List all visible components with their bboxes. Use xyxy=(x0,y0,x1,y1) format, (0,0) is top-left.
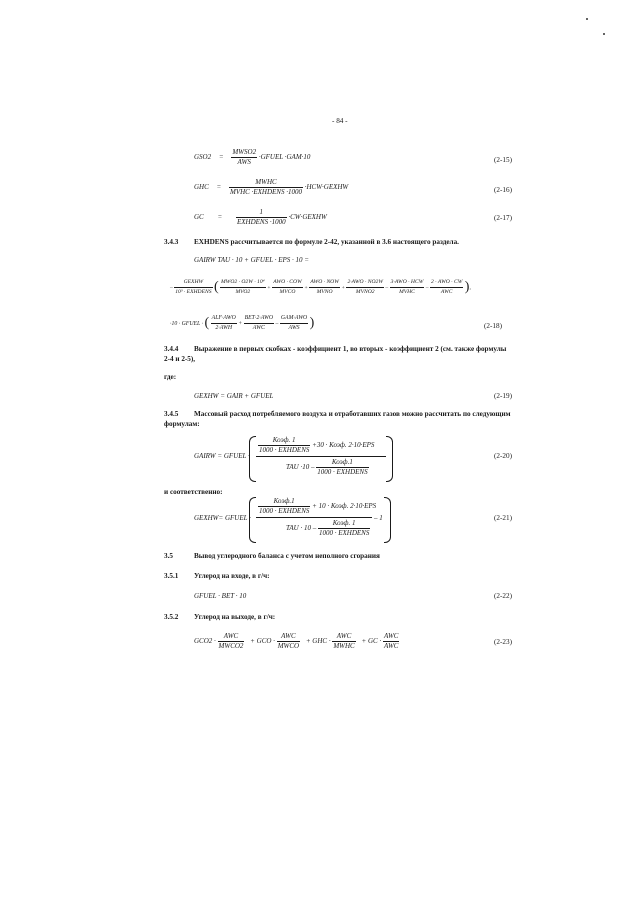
denominator: AWS xyxy=(237,158,251,166)
where-label: где: xyxy=(164,373,177,381)
equation-2-16 xyxy=(194,178,348,197)
section-3-4-5-text-cont: формулам: xyxy=(164,420,200,428)
denominator: EXHDENS ·1000 xyxy=(236,218,286,226)
fraction xyxy=(390,278,425,297)
eq-tail: ·GFUEL ·GAM·10 xyxy=(258,153,311,162)
equation-2-21-denominator xyxy=(286,519,370,538)
equation-number: (2-17) xyxy=(494,214,512,222)
equation-2-20-denominator xyxy=(286,458,369,477)
eq-lhs: GHC xyxy=(194,183,209,192)
eq-term: + GCO · xyxy=(250,637,275,646)
section-3-4-5-text: Массовый расход потребляемого воздуха и отработавших газов можно рассчитать по следующим xyxy=(194,410,511,418)
eq-tail: ·HCW·GEXHW xyxy=(304,183,349,192)
main-fraction-bar xyxy=(256,517,372,518)
fraction xyxy=(220,278,266,297)
denominator: MWCO xyxy=(277,642,300,650)
fraction xyxy=(231,148,257,167)
eq-tail: ·CW·GEXHW xyxy=(288,213,327,222)
numerator: Коэф. 1 xyxy=(318,519,370,529)
eq-lead: ·10 · GFUEL · xyxy=(170,320,204,327)
section-3-4-4-number: 3.4.4 xyxy=(164,345,179,353)
fraction xyxy=(244,314,274,333)
eq-tail: , xyxy=(469,284,471,291)
denominator: 1000 · EXHDENS xyxy=(259,507,310,515)
denominator: 1000 · EXHDENS xyxy=(318,529,370,537)
eq-term: + GC · xyxy=(361,637,382,646)
section-3-5-2-number: 3.5.2 xyxy=(164,613,179,621)
eq-op: = xyxy=(217,213,223,222)
numerator: MWO2 · O2W · 10⁴ xyxy=(220,278,266,288)
denominator: 10³ · EXHDENS xyxy=(175,289,212,295)
section-3-5-2-text: Углерод на выходе, в г/ч: xyxy=(194,613,276,621)
numerator: AWC xyxy=(218,632,245,642)
fraction xyxy=(258,436,310,455)
eq-term: GCO2 · xyxy=(194,637,216,646)
eq-op: = xyxy=(218,153,224,162)
section-3-4-5-number: 3.4.5 xyxy=(164,410,179,418)
page-number: - 84 - xyxy=(332,117,348,125)
fraction xyxy=(309,278,340,297)
fraction xyxy=(211,314,237,333)
equation-2-20-lhs: GAIRW = GFUEL · xyxy=(194,452,250,460)
denominator: AWS xyxy=(288,325,300,331)
denominator: MWCO2 xyxy=(218,642,244,650)
eq-op: + xyxy=(267,284,271,291)
fraction xyxy=(280,314,308,333)
eq-op: + xyxy=(341,284,346,291)
section-3-5-number: 3.5 xyxy=(164,552,173,560)
numerator: AWC xyxy=(277,632,300,642)
numerator: 3·AWO · HCW xyxy=(390,278,425,288)
numerator: Коэф.1 xyxy=(258,497,310,507)
fraction xyxy=(258,497,310,516)
numerator: GAM·AWO xyxy=(280,314,308,324)
numerator: MWSO2 xyxy=(232,148,257,156)
fraction xyxy=(430,278,463,297)
fraction xyxy=(218,632,245,651)
numerator: 1 xyxy=(236,208,287,218)
numerator: AWO · COW xyxy=(272,278,303,288)
equation-2-18-line3 xyxy=(170,314,314,333)
eq-op: – xyxy=(275,320,279,327)
fraction xyxy=(318,519,370,538)
denominator: 1000 · EXHDENS xyxy=(317,468,368,476)
numerator: MWHC xyxy=(229,178,303,188)
equation-number: (2-23) xyxy=(494,638,512,646)
equation-number: (2-21) xyxy=(494,514,512,522)
denominator: 1000 · EXHDENS xyxy=(259,446,310,454)
equation-2-15 xyxy=(194,148,310,167)
equation-2-19: GEXHW = GAIR + GFUEL xyxy=(194,392,274,400)
equation-number: (2-20) xyxy=(494,452,512,460)
fraction xyxy=(332,632,355,651)
equation-number: (2-18) xyxy=(484,322,502,330)
eq-lead: TAU ·10 – xyxy=(286,463,315,472)
right-paren xyxy=(384,497,391,543)
numerator: Коэф. 1 xyxy=(258,436,310,446)
denominator: AWC xyxy=(252,325,265,331)
main-fraction-bar xyxy=(256,456,386,457)
equation-2-21-numerator xyxy=(258,497,376,516)
numerator: 2·AWO · NO2W xyxy=(346,278,384,288)
left-paren xyxy=(249,497,256,543)
denominator: MVO2 xyxy=(235,289,251,295)
fraction xyxy=(316,458,368,477)
equation-number: (2-15) xyxy=(494,156,512,164)
equation-2-23 xyxy=(194,632,399,651)
denominator: MVHC ·EXHDENS ·1000 xyxy=(230,188,302,196)
section-3-4-4-text-cont: 2-4 и 2-5), xyxy=(164,355,196,363)
numerator: 2 · AWO · CW xyxy=(430,278,463,288)
numerator: GEXHW xyxy=(174,278,212,288)
left-paren: ( xyxy=(204,315,210,331)
eq-lhs: GSO2 xyxy=(194,153,212,162)
denominator: AWC xyxy=(383,642,399,650)
denominator: 2·AWH xyxy=(215,325,233,331)
eq-op: = xyxy=(216,183,222,192)
equation-2-21-lhs: GEXHW= GFUEL · xyxy=(194,514,251,522)
eq-op: + xyxy=(304,284,308,291)
left-paren xyxy=(249,436,256,482)
fraction xyxy=(236,208,287,227)
eq-tail: + 10 · Коэф. 2·10·EPS xyxy=(312,502,377,511)
denominator: MVHC xyxy=(399,289,415,295)
fraction xyxy=(174,278,212,297)
numerator: ALF·AWO xyxy=(211,314,237,324)
equation-2-20-numerator xyxy=(258,436,374,455)
section-3-4-4-text: Выражение в первых скобках - коэффициент 1, во вторых - коэффициент 2 (см. также формулы xyxy=(194,345,507,353)
right-paren: ) xyxy=(309,315,315,331)
eq-op: – xyxy=(425,284,429,291)
numerator: BET·2·AWO xyxy=(244,314,274,324)
eq-term: + GHC · xyxy=(305,637,331,646)
and-respectively: и соответственно: xyxy=(164,488,223,496)
fraction xyxy=(229,178,303,197)
equation-number: (2-16) xyxy=(494,186,512,194)
fraction xyxy=(277,632,300,651)
equation-2-18-line1: GAIRW TAU · 10 + GFUEL · EPS · 10 = xyxy=(194,256,310,264)
equation-2-22: GFUEL · BET · 10 xyxy=(194,592,247,600)
numerator: AWC xyxy=(332,632,355,642)
scan-speck xyxy=(603,33,605,35)
section-3-5-heading: Вывод углеродного баланса с учетом неполного сгорания xyxy=(194,552,380,560)
section-3-5-1-number: 3.5.1 xyxy=(164,572,179,580)
eq-op: + xyxy=(238,320,243,327)
fraction xyxy=(383,632,400,651)
denominator: MVNO xyxy=(316,289,333,295)
section-3-5-1-text: Углерод на входе, в г/ч: xyxy=(194,572,270,580)
eq-lhs: GC xyxy=(194,213,204,222)
eq-op: – xyxy=(170,284,173,291)
scan-speck xyxy=(586,18,588,20)
numerator: AWO · NOW xyxy=(309,278,340,288)
equation-number: (2-22) xyxy=(494,592,512,600)
equation-2-18-line2 xyxy=(170,278,471,297)
right-paren: ) xyxy=(464,279,470,295)
denominator: MVCO xyxy=(279,289,296,295)
fraction xyxy=(346,278,384,297)
fraction xyxy=(272,278,303,297)
left-paren: ( xyxy=(213,279,219,295)
denominator: AWC xyxy=(440,289,453,295)
denominator: MWHC xyxy=(333,642,355,650)
equation-number: (2-19) xyxy=(494,392,512,400)
section-3-4-3-text: EXHDENS рассчитывается по формуле 2-42, указанной в 3.6 настоящего раздела. xyxy=(194,238,459,246)
equation-2-21-minus-one: – 1 xyxy=(374,514,383,522)
eq-tail: +30 · Коэф. 2·10·EPS xyxy=(312,441,375,450)
eq-op: – xyxy=(385,284,389,291)
section-3-4-3-number: 3.4.3 xyxy=(164,238,179,246)
denominator: MVNO2 xyxy=(355,289,375,295)
equation-2-17 xyxy=(194,208,327,227)
right-paren xyxy=(386,436,393,482)
eq-lead: TAU · 10 – xyxy=(286,524,317,533)
numerator: Коэф.1 xyxy=(316,458,368,468)
numerator: AWC xyxy=(383,632,399,640)
